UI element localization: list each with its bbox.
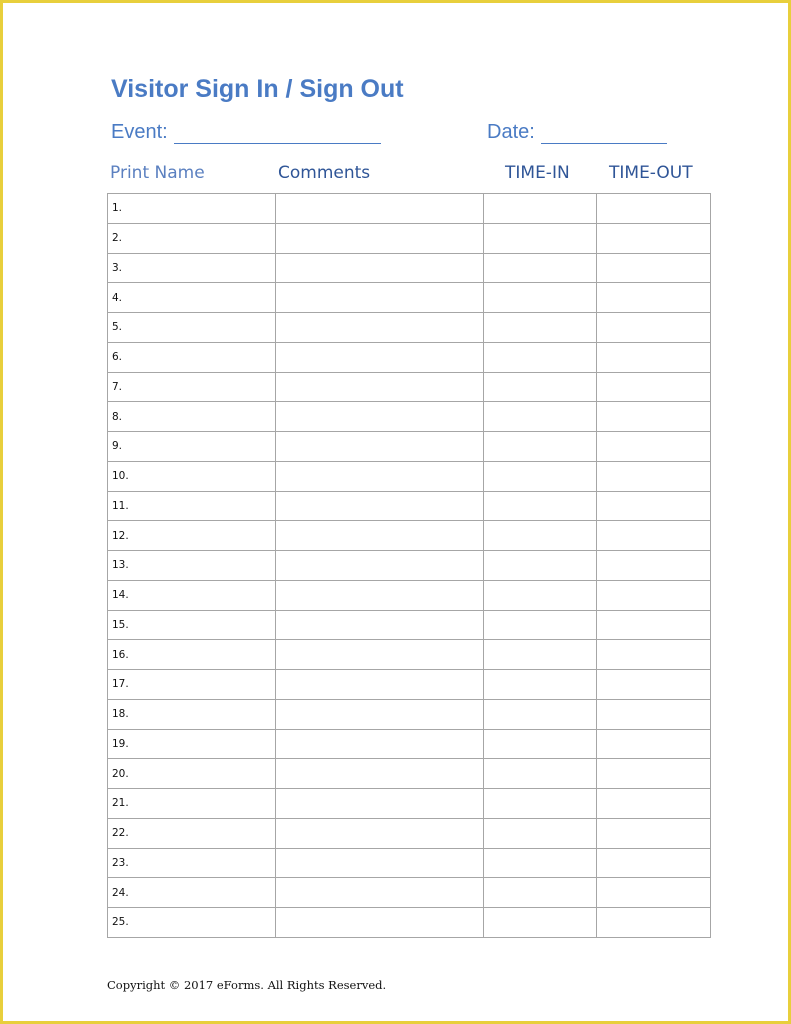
row-number: 15. — [112, 618, 129, 631]
event-line[interactable] — [174, 123, 381, 144]
row-number: 18. — [112, 708, 129, 721]
print-name-cell[interactable] — [108, 283, 276, 313]
table-row — [108, 253, 711, 283]
table-row — [108, 521, 711, 551]
print-name-cell[interactable] — [108, 432, 276, 462]
time-in-cell[interactable] — [484, 848, 597, 878]
time-out-cell[interactable] — [597, 610, 711, 640]
print-name-cell[interactable] — [108, 223, 276, 253]
time-out-cell[interactable] — [597, 789, 711, 819]
time-out-cell[interactable] — [597, 372, 711, 402]
time-out-cell[interactable] — [597, 818, 711, 848]
time-out-cell[interactable] — [597, 194, 711, 224]
time-out-cell[interactable] — [597, 402, 711, 432]
row-number: 20. — [112, 767, 129, 780]
time-in-cell[interactable] — [484, 699, 597, 729]
row-number: 3. — [112, 261, 123, 274]
time-in-cell[interactable] — [484, 432, 597, 462]
time-in-cell[interactable] — [484, 194, 597, 224]
time-out-cell[interactable] — [597, 848, 711, 878]
time-in-cell[interactable] — [484, 372, 597, 402]
row-number: 9. — [112, 440, 123, 453]
print-name-cell[interactable] — [108, 640, 276, 670]
time-in-cell[interactable] — [484, 491, 597, 521]
time-in-cell[interactable] — [484, 789, 597, 819]
print-name-cell[interactable] — [108, 372, 276, 402]
print-name-cell[interactable] — [108, 878, 276, 908]
comments-cell[interactable] — [276, 253, 484, 283]
print-name-cell[interactable] — [108, 402, 276, 432]
time-out-cell[interactable] — [597, 759, 711, 789]
print-name-cell[interactable] — [108, 729, 276, 759]
row-number: 19. — [112, 737, 129, 750]
time-out-cell[interactable] — [597, 342, 711, 372]
header-print-name: Print Name — [110, 163, 205, 183]
row-number: 4. — [112, 291, 123, 304]
sign-in-table — [107, 193, 711, 938]
comments-cell[interactable] — [276, 313, 484, 343]
row-number: 13. — [112, 559, 129, 572]
time-out-cell[interactable] — [597, 283, 711, 313]
time-in-cell[interactable] — [484, 670, 597, 700]
time-out-cell[interactable] — [597, 729, 711, 759]
time-in-cell[interactable] — [484, 759, 597, 789]
table-row — [108, 283, 711, 313]
time-out-cell[interactable] — [597, 223, 711, 253]
date-line[interactable] — [541, 123, 667, 144]
comments-cell[interactable] — [276, 789, 484, 819]
print-name-cell[interactable] — [108, 610, 276, 640]
event-label: Event: — [111, 121, 168, 143]
table-row — [108, 818, 711, 848]
table-row — [108, 402, 711, 432]
row-number: 12. — [112, 529, 129, 542]
table-row — [108, 610, 711, 640]
comments-cell[interactable] — [276, 402, 484, 432]
print-name-cell[interactable] — [108, 848, 276, 878]
comments-cell[interactable] — [276, 223, 484, 253]
table-row — [108, 848, 711, 878]
row-number: 24. — [112, 886, 129, 899]
header-time-out: TIME-OUT — [609, 163, 693, 183]
time-in-cell[interactable] — [484, 610, 597, 640]
print-name-cell[interactable] — [108, 342, 276, 372]
row-number: 5. — [112, 321, 123, 334]
print-name-cell[interactable] — [108, 461, 276, 491]
table-row — [108, 551, 711, 581]
comments-cell[interactable] — [276, 194, 484, 224]
table-row — [108, 878, 711, 908]
time-in-cell[interactable] — [484, 342, 597, 372]
time-out-cell[interactable] — [597, 551, 711, 581]
comments-cell[interactable] — [276, 283, 484, 313]
time-out-cell[interactable] — [597, 491, 711, 521]
print-name-cell[interactable] — [108, 670, 276, 700]
row-number: 22. — [112, 827, 129, 840]
time-out-cell[interactable] — [597, 699, 711, 729]
print-name-cell[interactable] — [108, 313, 276, 343]
header-time-in: TIME-IN — [505, 163, 570, 183]
time-out-cell[interactable] — [597, 878, 711, 908]
row-number: 7. — [112, 380, 123, 393]
comments-cell[interactable] — [276, 580, 484, 610]
table-row — [108, 699, 711, 729]
time-in-cell[interactable] — [484, 818, 597, 848]
comments-cell[interactable] — [276, 818, 484, 848]
row-number: 21. — [112, 797, 129, 810]
time-out-cell[interactable] — [597, 640, 711, 670]
row-number: 16. — [112, 648, 129, 661]
table-row — [108, 580, 711, 610]
time-in-cell[interactable] — [484, 551, 597, 581]
comments-cell[interactable] — [276, 491, 484, 521]
header-comments: Comments — [278, 163, 371, 183]
time-in-cell[interactable] — [484, 729, 597, 759]
print-name-cell[interactable] — [108, 194, 276, 224]
table-row — [108, 640, 711, 670]
time-in-cell[interactable] — [484, 908, 597, 938]
row-number: 10. — [112, 470, 129, 483]
comments-cell[interactable] — [276, 729, 484, 759]
time-in-cell[interactable] — [484, 283, 597, 313]
print-name-cell[interactable] — [108, 908, 276, 938]
table-row — [108, 491, 711, 521]
print-name-cell[interactable] — [108, 759, 276, 789]
form-title: Visitor Sign In / Sign Out — [111, 75, 404, 103]
comments-cell[interactable] — [276, 461, 484, 491]
comments-cell[interactable] — [276, 372, 484, 402]
table-row — [108, 759, 711, 789]
row-number: 23. — [112, 856, 129, 869]
print-name-cell[interactable] — [108, 789, 276, 819]
comments-cell[interactable] — [276, 610, 484, 640]
form-page — [3, 3, 788, 1021]
row-number: 2. — [112, 232, 123, 245]
row-number: 17. — [112, 678, 129, 691]
row-number: 11. — [112, 499, 129, 512]
time-out-cell[interactable] — [597, 461, 711, 491]
print-name-cell[interactable] — [108, 491, 276, 521]
print-name-cell[interactable] — [108, 253, 276, 283]
time-out-cell[interactable] — [597, 908, 711, 938]
time-in-cell[interactable] — [484, 580, 597, 610]
date-label: Date: — [487, 121, 535, 143]
time-in-cell[interactable] — [484, 461, 597, 491]
comments-cell[interactable] — [276, 848, 484, 878]
row-number: 6. — [112, 351, 123, 364]
comments-cell[interactable] — [276, 432, 484, 462]
row-number: 14. — [112, 589, 129, 602]
table-row — [108, 342, 711, 372]
table-row — [108, 194, 711, 224]
comments-cell[interactable] — [276, 908, 484, 938]
table-row — [108, 432, 711, 462]
time-out-cell[interactable] — [597, 313, 711, 343]
time-in-cell[interactable] — [484, 402, 597, 432]
time-out-cell[interactable] — [597, 253, 711, 283]
table-row — [108, 223, 711, 253]
comments-cell[interactable] — [276, 342, 484, 372]
table-row — [108, 729, 711, 759]
time-in-cell[interactable] — [484, 521, 597, 551]
comments-cell[interactable] — [276, 699, 484, 729]
comments-cell[interactable] — [276, 640, 484, 670]
table-row — [108, 313, 711, 343]
time-in-cell[interactable] — [484, 253, 597, 283]
date-field — [487, 121, 667, 144]
print-name-cell[interactable] — [108, 580, 276, 610]
comments-cell[interactable] — [276, 670, 484, 700]
comments-cell[interactable] — [276, 759, 484, 789]
print-name-cell[interactable] — [108, 699, 276, 729]
table-row — [108, 670, 711, 700]
time-out-cell[interactable] — [597, 521, 711, 551]
time-in-cell[interactable] — [484, 313, 597, 343]
table-row — [108, 461, 711, 491]
time-out-cell[interactable] — [597, 432, 711, 462]
time-in-cell[interactable] — [484, 223, 597, 253]
comments-cell[interactable] — [276, 878, 484, 908]
print-name-cell[interactable] — [108, 818, 276, 848]
table-row — [108, 372, 711, 402]
table-row — [108, 789, 711, 819]
row-number: 25. — [112, 916, 129, 929]
sign-in-table-body — [108, 194, 711, 938]
time-out-cell[interactable] — [597, 580, 711, 610]
print-name-cell[interactable] — [108, 521, 276, 551]
table-row — [108, 908, 711, 938]
time-out-cell[interactable] — [597, 670, 711, 700]
print-name-cell[interactable] — [108, 551, 276, 581]
copyright-footer: Copyright © 2017 eForms. All Rights Reserved. — [107, 978, 387, 992]
row-number: 1. — [112, 202, 123, 215]
event-field — [111, 121, 381, 144]
comments-cell[interactable] — [276, 521, 484, 551]
row-number: 8. — [112, 410, 123, 423]
time-in-cell[interactable] — [484, 640, 597, 670]
comments-cell[interactable] — [276, 551, 484, 581]
time-in-cell[interactable] — [484, 878, 597, 908]
